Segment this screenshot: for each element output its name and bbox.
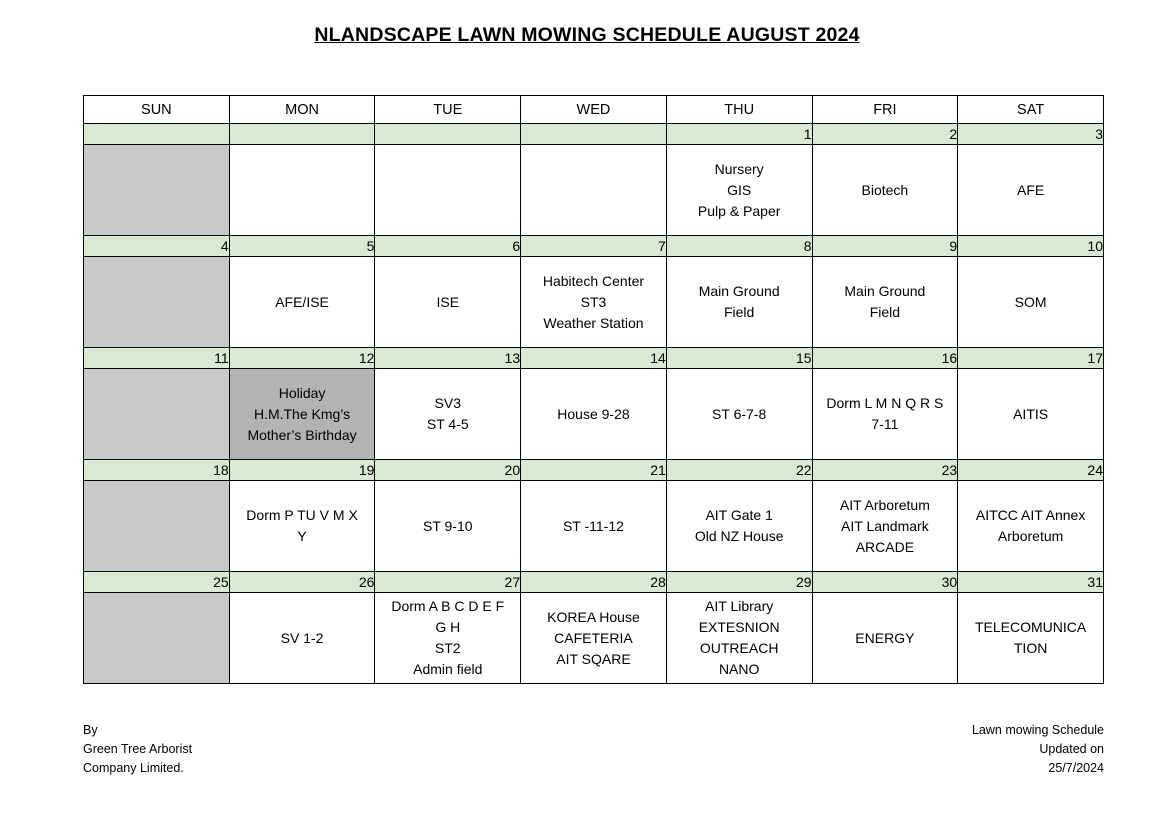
date-cell: 13 [375,348,521,369]
weekday-header-mon: MON [229,96,375,124]
event-cell-inactive [84,481,230,572]
event-line: AITIS [1013,405,1049,422]
footer-right-block [972,721,1104,778]
footer-line: Lawn mowing Schedule [971,723,1104,737]
event-lines [375,292,520,313]
event-line: Main Ground [844,283,926,299]
event-line: TION [1013,640,1048,656]
date-cell: 14 [521,348,667,369]
event-cell [375,369,521,460]
footer-line: Updated on [1039,742,1104,756]
event-lines [813,495,958,558]
date-cell: 10 [958,236,1104,257]
event-lines [958,617,1103,659]
weekday-header-row [84,96,1104,124]
footer-line: Green Tree Arborist [83,742,193,756]
event-line: SV3 [434,395,461,411]
event-cell [666,145,812,236]
date-cell-empty [521,124,667,145]
event-line: Arboretum [997,528,1064,544]
footer-line: Company Limited. [83,761,184,775]
date-cell: 2 [812,124,958,145]
event-cell [958,369,1104,460]
weekday-header-tue: TUE [375,96,521,124]
event-cell [666,593,812,684]
event-line: 7-11 [871,416,899,432]
event-lines [375,516,520,537]
event-lines [813,393,958,435]
event-line: AITCC AIT Annex [975,507,1086,523]
event-cell [958,257,1104,348]
event-lines [958,404,1103,425]
event-lines [375,596,520,680]
event-line: ISE [436,293,460,310]
event-lines [667,159,812,222]
event-line: Dorm A B C D E F [391,598,505,614]
event-cell-inactive [84,257,230,348]
event-cell-inactive [84,145,230,236]
event-line: Holiday [278,384,326,401]
event-line: AIT Landmark [841,517,929,534]
event-line: Dorm L M N Q R S [826,395,944,411]
event-cell [375,145,521,236]
event-cell [521,257,667,348]
event-line: H.M.The Kmg’s [253,405,351,422]
event-line: SOM [1014,293,1047,310]
calendar-date-row [84,572,1104,593]
date-cell-empty [375,124,521,145]
event-line: G H [435,619,461,635]
event-lines [521,271,666,334]
event-line: AFE [1016,181,1045,198]
event-cell [521,145,667,236]
event-cell [229,145,375,236]
calendar-event-row [84,593,1104,684]
event-line: Weather Station [543,314,644,331]
date-cell: 31 [958,572,1104,593]
date-cell: 29 [666,572,812,593]
date-cell: 5 [229,236,375,257]
date-cell: 3 [958,124,1104,145]
event-cell [958,593,1104,684]
calendar-date-row [84,348,1104,369]
event-lines [521,607,666,670]
event-line: ST3 [580,293,607,310]
event-line: EXTESNION [698,619,780,635]
weekday-header-sat: SAT [958,96,1104,124]
event-line: AIT SQARE [556,650,631,667]
calendar-body [84,124,1104,684]
event-line: Y [297,528,307,544]
date-cell: 17 [958,348,1104,369]
event-lines [667,505,812,547]
event-cell-inactive [84,593,230,684]
event-line: Dorm P TU V M X [246,507,358,523]
event-cell [375,593,521,684]
event-cell [229,593,375,684]
event-line: OUTREACH [699,640,779,656]
date-cell: 9 [812,236,958,257]
event-lines [958,180,1103,201]
date-cell: 18 [84,460,230,481]
weekday-header-fri: FRI [812,96,958,124]
calendar-date-row [84,460,1104,481]
event-cell [666,369,812,460]
event-lines [521,516,666,537]
event-line: ST -11-12 [562,517,624,534]
event-line: ST2 [434,640,461,656]
event-cell-holiday [229,369,375,460]
event-line: KOREA House [547,608,640,625]
event-cell [812,369,958,460]
event-lines [958,292,1103,313]
event-cell [812,257,958,348]
footer-line: By [83,723,98,737]
date-cell: 23 [812,460,958,481]
event-cell [666,257,812,348]
event-line: ST 9-10 [422,517,473,534]
event-lines [375,393,520,435]
event-line: CAFETERIA [554,629,633,646]
date-cell: 25 [84,572,230,593]
event-cell [666,481,812,572]
date-cell: 7 [521,236,667,257]
event-cell [521,369,667,460]
event-cell [812,593,958,684]
event-line: GIS [727,181,752,198]
event-line: Biotech [861,181,909,198]
event-cell [812,481,958,572]
event-cell [375,257,521,348]
weekday-header-thu: THU [666,96,812,124]
date-cell: 26 [229,572,375,593]
event-lines [230,628,375,649]
event-line: AIT Gate 1 [705,507,773,523]
event-cell-inactive [84,369,230,460]
date-cell: 27 [375,572,521,593]
calendar-header [84,96,1104,124]
event-line: SV 1-2 [280,629,324,646]
event-line: Pulp & Paper [697,202,781,219]
calendar-event-row [84,481,1104,572]
date-cell: 1 [666,124,812,145]
date-cell: 24 [958,460,1104,481]
date-cell: 21 [521,460,667,481]
date-cell: 28 [521,572,667,593]
event-line: Field [723,304,755,320]
event-line: TELECOMUNICA [974,619,1087,635]
event-line: ST 4-5 [426,416,469,432]
event-cell [229,481,375,572]
calendar-table [83,95,1104,684]
event-line: Nursery [714,160,764,177]
date-cell: 4 [84,236,230,257]
date-cell: 16 [812,348,958,369]
weekday-header-sun: SUN [84,96,230,124]
event-line: AIT Library [705,598,774,614]
event-line: Old NZ House [694,528,784,544]
event-cell [521,593,667,684]
event-lines [230,383,375,446]
calendar-container [83,95,1104,684]
date-cell: 30 [812,572,958,593]
date-cell: 12 [229,348,375,369]
weekday-header-wed: WED [521,96,667,124]
event-lines [230,292,375,313]
event-line: AFE/ISE [275,293,329,310]
calendar-event-row [84,369,1104,460]
event-lines [813,180,958,201]
page-title: NLANDSCAPE LAWN MOWING SCHEDULE AUGUST 2024 [314,24,860,46]
event-cell [958,481,1104,572]
event-lines [667,281,812,323]
event-lines [230,505,375,547]
event-line: NANO [718,661,760,677]
document-page [0,24,1174,832]
date-cell: 19 [229,460,375,481]
date-cell-empty [229,124,375,145]
calendar-date-row [84,236,1104,257]
event-cell [375,481,521,572]
date-cell: 6 [375,236,521,257]
event-line: Mother’s Birthday [247,426,357,443]
event-lines [813,281,958,323]
date-cell: 8 [666,236,812,257]
calendar-event-row [84,145,1104,236]
event-cell [521,481,667,572]
event-cell [812,145,958,236]
event-line: Field [869,304,901,320]
event-line: AIT Arboretum [839,496,930,513]
event-lines [813,628,958,649]
date-cell-empty [84,124,230,145]
event-cell [958,145,1104,236]
event-lines [667,404,812,425]
event-lines [521,404,666,425]
event-line: ST 6-7-8 [712,405,767,422]
footer-left-block [83,721,192,778]
date-cell: 15 [666,348,812,369]
date-cell: 22 [666,460,812,481]
date-cell: 11 [84,348,230,369]
event-line: ARCADE [855,538,915,555]
footer-line: 25/7/2024 [1048,761,1104,775]
event-cell [229,257,375,348]
event-line: Main Ground [698,283,780,299]
event-lines [958,505,1103,547]
calendar-date-row [84,124,1104,145]
calendar-event-row [84,257,1104,348]
event-line: House 9-28 [557,405,630,422]
event-line: Habitech Center [542,272,645,289]
event-line: Admin field [413,661,483,677]
event-lines [667,596,812,680]
event-line: ENERGY [855,629,915,646]
date-cell: 20 [375,460,521,481]
